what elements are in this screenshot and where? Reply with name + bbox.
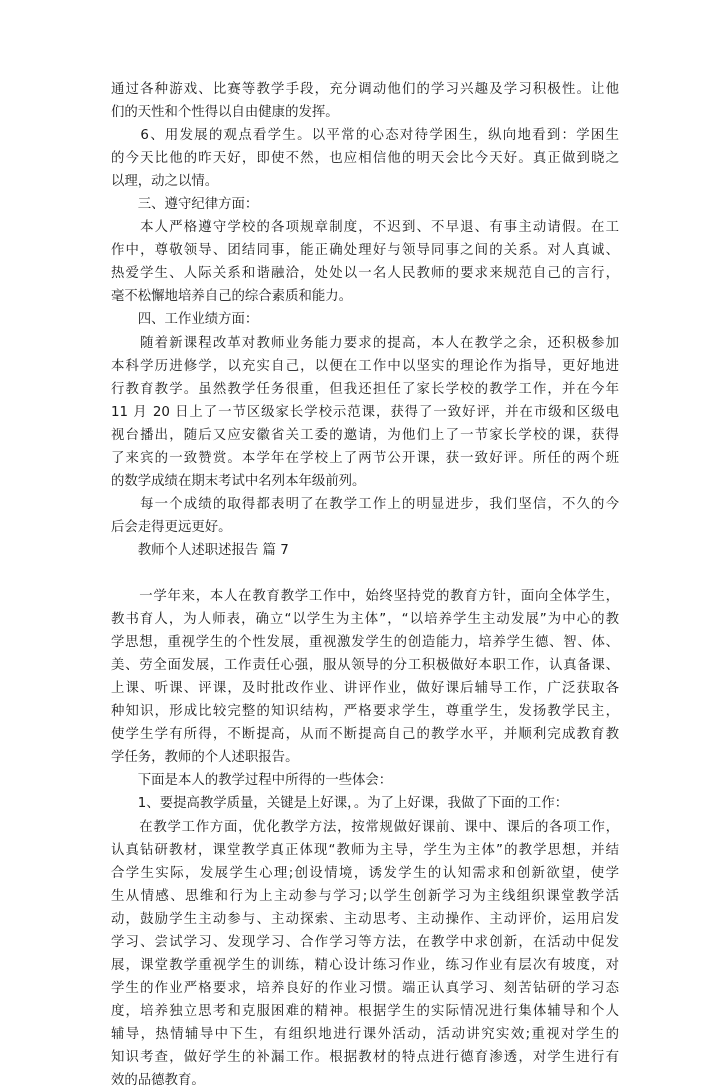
paragraph-line: 毫不松懈地培养自己的综合素质和能力。 (111, 289, 353, 305)
report-title: 教师个人述职述报告 篇 7 (111, 542, 289, 558)
paragraph-line: 行教育教学。虽然教学任务很重，但我还担任了家长学校的教学工作，并在今年 (111, 381, 619, 397)
paragraph-line: 生从情感、思维和行为上主动参与学习;以学生创新学习为主线组织课堂教学活 (111, 888, 619, 904)
paragraph-line: 随着新课程改革对教师业务能力要求的提高，本人在教学之余，还积极参加 (111, 335, 619, 351)
paragraph-line: 本科学历进修学，以充实自己，以便在工作中以坚实的理论作为指导，更好地进 (111, 358, 619, 374)
paragraph-line: 通过各种游戏、比赛等教学手段，充分调动他们的学习兴趣及学习积极性。让他 (111, 82, 619, 97)
paragraph-line: 度，培养独立思考和克服困难的精神。根据学生的实际情况进行集体辅导和个人 (111, 1003, 619, 1019)
paragraph-line: 一学年来，本人在教育教学工作中，始终坚持党的教育方针，面向全体学生， (111, 589, 619, 605)
text-block-1 (111, 78, 619, 562)
paragraph-line: 视台播出，随后又应安徽省关工委的邀请，为他们上了一节家长学校的课，获得 (111, 427, 619, 443)
paragraph-line: 1、要提高教学质量，关键是上好课，。为了上好课，我做了下面的工作： (111, 796, 569, 812)
paragraph-line: 后会走得更远更好。 (111, 519, 232, 535)
paragraph-line: 下面是本人的教学过程中所得的一些体会： (111, 773, 393, 789)
paragraph-line: 11 月 20 日上了一节区级家长学校示范课，获得了一致好评，并在市级和区级电 (111, 404, 619, 420)
paragraph-line: 6、用发展的观点看学生。以平常的心态对待学困生，纵向地看到：学困生 (111, 128, 619, 144)
paragraph-line: 了来宾的一致赞赏。本学年在学校上了两节公开课，获一致好评。所任的两个班 (111, 450, 619, 466)
paragraph-line: 本人严格遵守学校的各项规章制度，不迟到、不早退、有事主动请假。在工 (111, 220, 619, 236)
paragraph-line: 的数学成绩在期末考试中名列本年级前列。 (111, 473, 366, 489)
paragraph-line: 热爱学生、人际关系和谐融洽，处处以一名人民教师的要求来规范自己的言行， (111, 266, 619, 282)
paragraph-line: 学生的作业严格要求，培养良好的作业习惯。端正认真学习、刻苦钻研的学习态 (111, 980, 619, 996)
paragraph-line: 教书育人，为人师表，确立“以学生为主体”，“以培养学生主动发展”为中心的教 (111, 612, 619, 628)
paragraph-line: 动，鼓励学生主动参与、主动探索、主动思考、主动操作、主动评价，运用启发 (111, 911, 619, 927)
paragraph-line: 学习、尝试学习、发现学习、合作学习等方法，在教学中求创新，在活动中促发 (111, 934, 619, 950)
paragraph-line: 们的天性和个性得以自由健康的发挥。 (111, 105, 339, 121)
paragraph-line: 美、劳全面发展，工作责任心强，服从领导的分工积极做好本职工作，认真备课、 (111, 658, 619, 674)
paragraph-line: 学思想，重视学生的个性发展，重视激发学生的创造能力，培养学生德、智、体、 (111, 635, 619, 651)
paragraph-line: 认真钻研教材，课堂教学真正体现“教师为主导，学生为主体”的教学思想，并结 (111, 842, 619, 858)
text-block-2 (111, 585, 619, 1092)
paragraph-line: 作中，尊敬领导、团结同事，能正确处理好与领导同事之间的关系。对人真诚、 (111, 243, 619, 259)
paragraph-line: 在教学工作方面，优化教学方法，按常规做好课前、课中、课后的各项工作， (111, 819, 619, 835)
section-heading: 四、工作业绩方面： (111, 312, 259, 328)
paragraph-line: 上课、听课、评课，及时批改作业、讲评作业，做好课后辅导工作，广泛获取各 (111, 681, 619, 697)
paragraph-line: 合学生实际，发展学生心理;创设情境，诱发学生的认知需求和创新欲望，使学 (111, 865, 619, 881)
paragraph-line: 以理，动之以情。 (111, 174, 219, 190)
paragraph-line: 每一个成绩的取得都表明了在教学工作上的明显进步，我们坚信，不久的今 (111, 496, 619, 512)
section-heading: 三、遵守纪律方面： (111, 197, 259, 213)
paragraph-line: 学任务，教师的个人述职报告。 (111, 750, 299, 766)
paragraph-line: 辅导，热情辅导中下生，有组织地进行课外活动，活动讲究实效;重视对学生的 (111, 1026, 619, 1042)
paragraph-line: 知识考查，做好学生的补漏工作。根据教材的特点进行德育渗透，对学生进行有 (111, 1049, 619, 1065)
paragraph-line: 使学生学有所得，不断提高，从而不断提高自己的教学水平，并顺利完成教育教 (111, 727, 619, 743)
paragraph-line: 展，课堂教学重视学生的训练，精心设计练习作业，练习作业有层次有坡度，对 (111, 957, 619, 973)
document-page (111, 78, 619, 1092)
paragraph-line: 的今天比他的昨天好，即使不然，也应相信他的明天会比今天好。真正做到晓之 (111, 151, 619, 167)
blank-line (111, 562, 619, 585)
paragraph-line: 效的品德教育。 (111, 1073, 205, 1089)
paragraph-line: 种知识，形成比较完整的知识结构，严格要求学生，尊重学生，发扬教学民主， (111, 704, 619, 720)
